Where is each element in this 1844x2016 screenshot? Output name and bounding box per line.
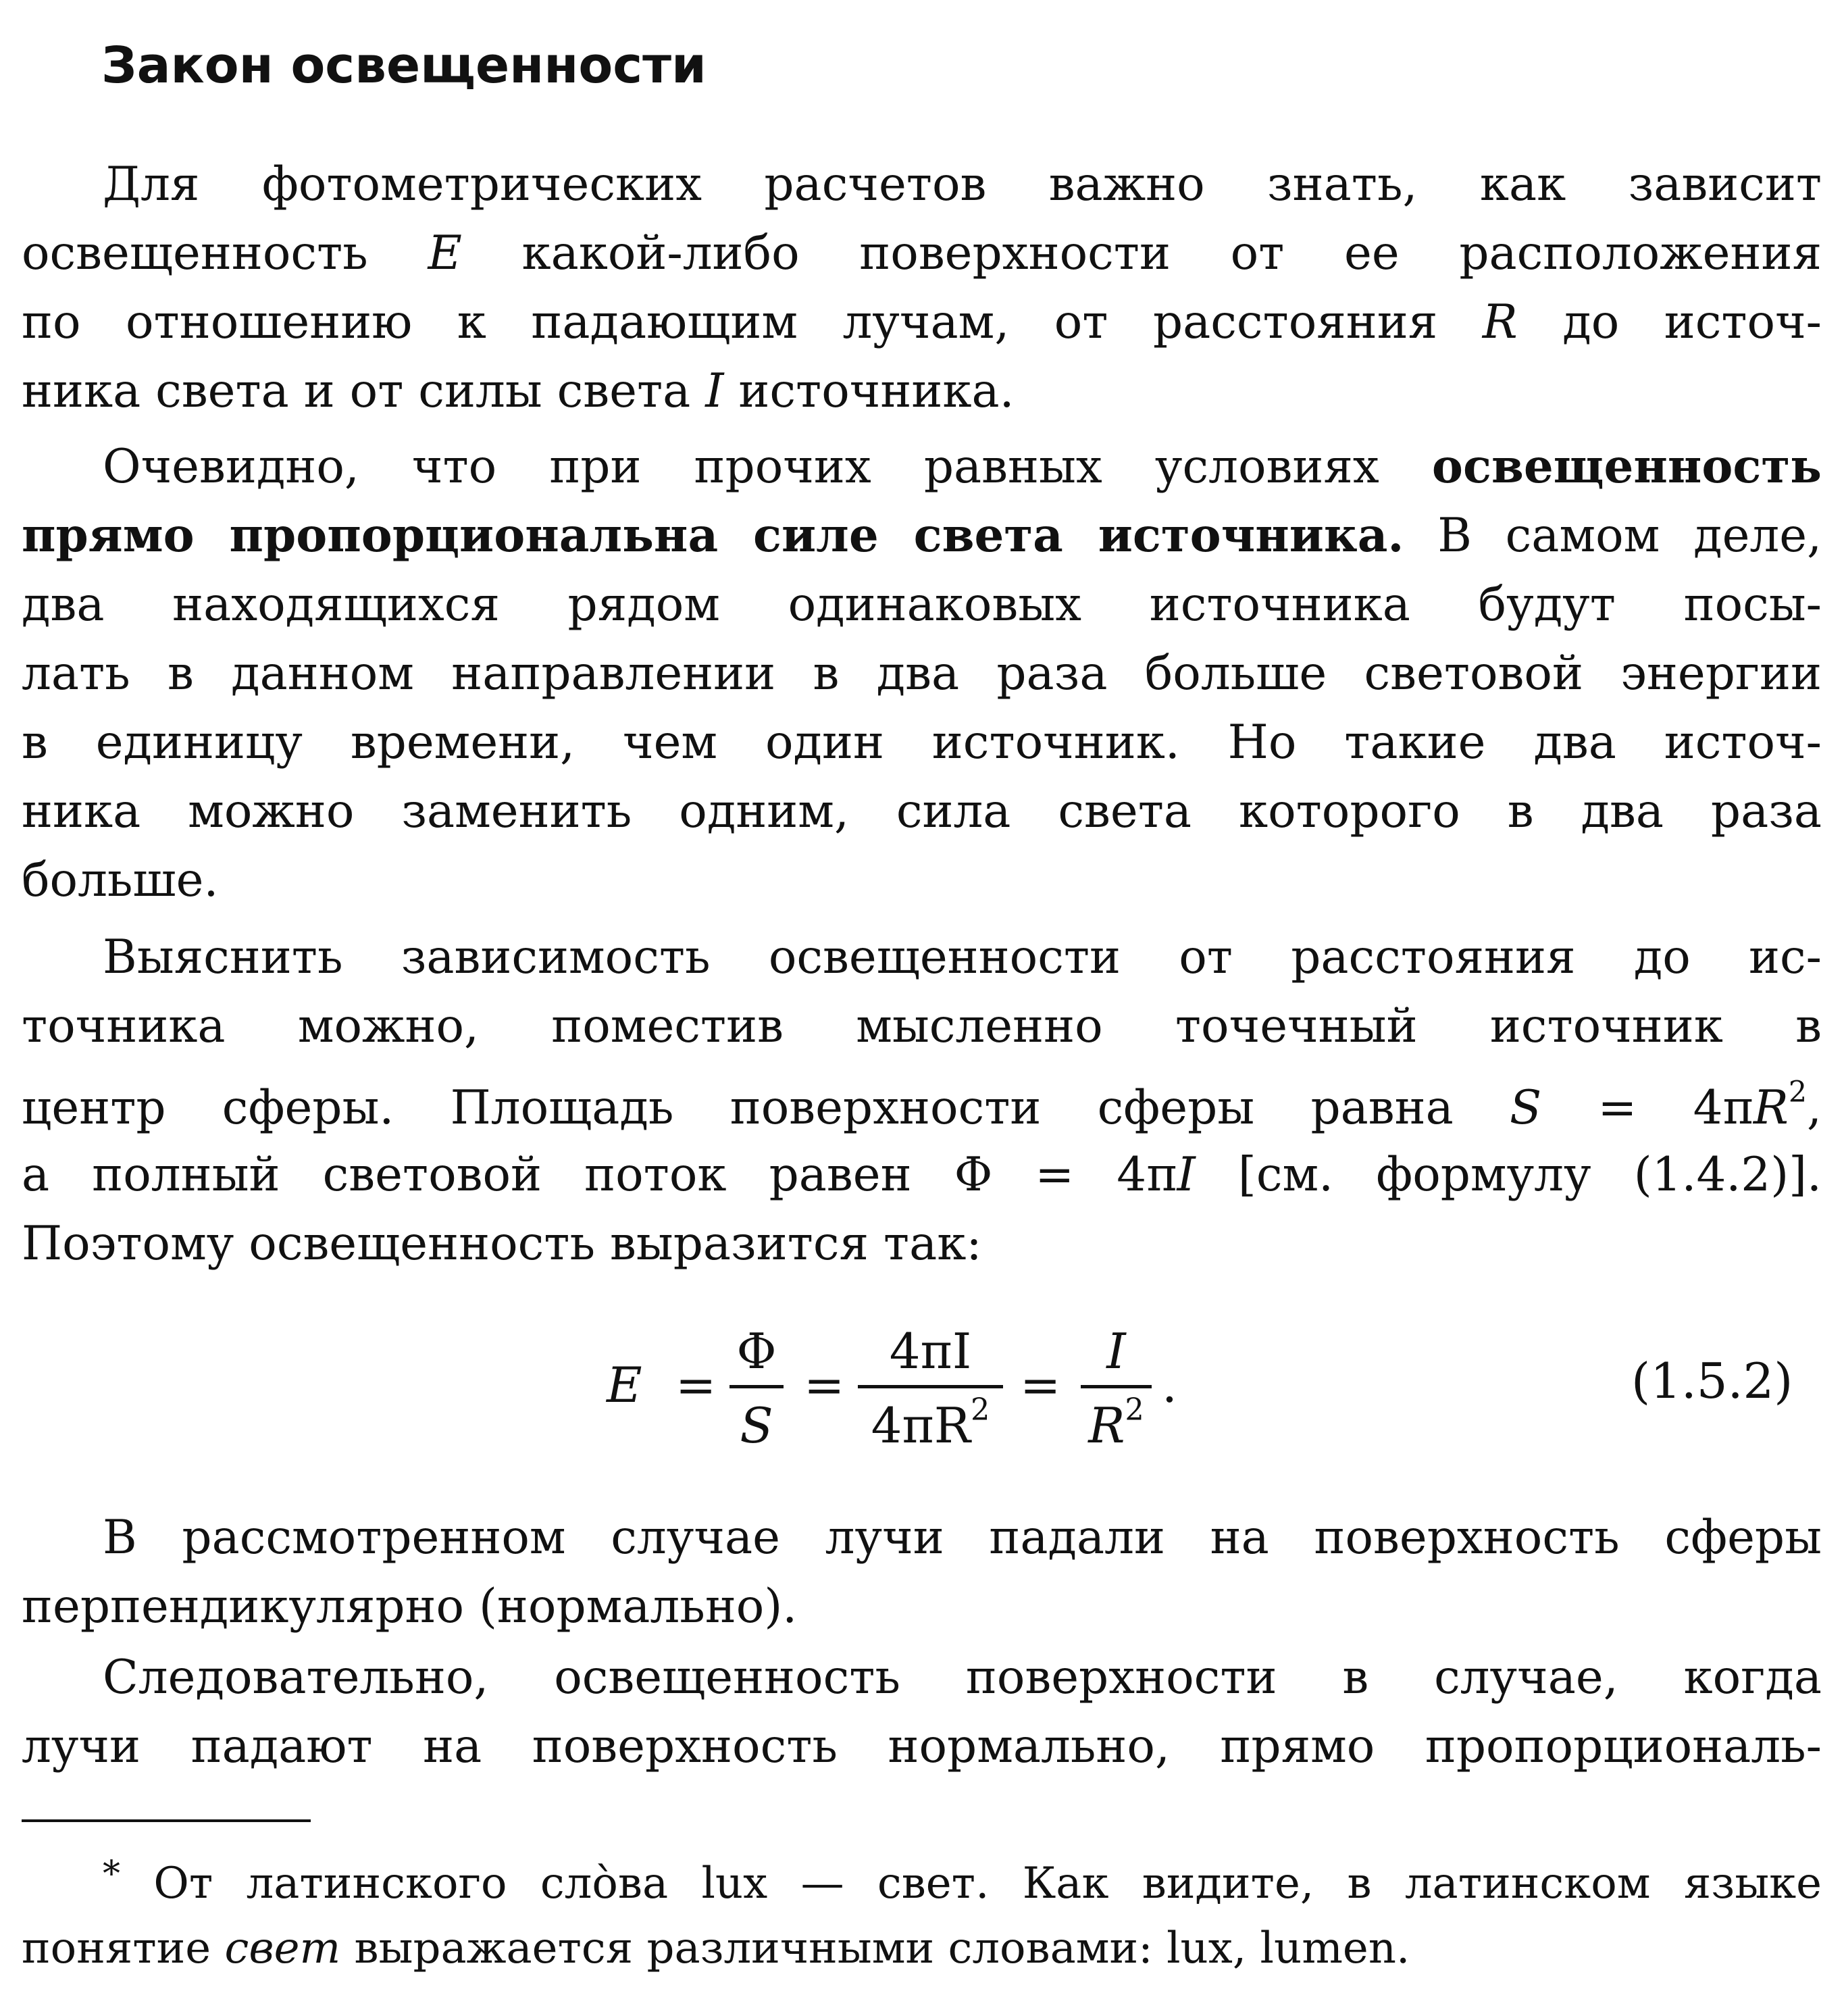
text-line: лучи падают на поверхность нормально, прямо пропорциональ- [22, 1719, 1822, 1773]
text-line: В рассмотренном случае лучи падали на поверхность сферы [103, 1511, 1822, 1565]
numerator: I [1106, 1323, 1126, 1380]
text-line: а полный световой поток равен Φ = 4πI [см. формулу (1.4.2)]. [22, 1148, 1822, 1202]
paragraph-5 [22, 1643, 1822, 1781]
bold-statement: прямо пропорциональна силе света источника. [22, 508, 1404, 563]
denominator: $4\pi R^2$ [871, 1392, 990, 1454]
formula-lhs: E [607, 1357, 642, 1413]
equation-number: (1.5.2) [1631, 1353, 1793, 1409]
exponent: 2 [1788, 1075, 1808, 1109]
bold-statement: освещенность [1431, 439, 1822, 494]
paragraph-2 [22, 432, 1822, 915]
paragraph-1 [22, 150, 1822, 426]
italic-word: свет [224, 1923, 341, 1973]
paragraph-3 [22, 923, 1822, 1278]
denominator: S [740, 1397, 773, 1454]
fraction-4pi-i-over-4pi-r2 [858, 1317, 1003, 1456]
text-line: Поэтому освещенность выразится так: [22, 1217, 982, 1271]
text-line: точника можно, поместив мысленно точечный источник в [22, 999, 1822, 1053]
text-line: центр сферы. Площадь поверхности сферы равна $S = 4\pi R^2$, [22, 1075, 1822, 1135]
section-heading: Закон освещенности [101, 36, 707, 95]
illuminance-formula [0, 1317, 1844, 1473]
formula-period: . [1162, 1357, 1177, 1413]
text-line: Для фотометрических расчетов важно знать, как зависит [103, 157, 1822, 211]
footnote-separator [22, 1819, 311, 1822]
text-line: ника можно заменить одним, сила света которого в два раза [22, 784, 1822, 838]
variable-e: E [428, 226, 462, 280]
numerator: Φ [736, 1323, 777, 1380]
numerator: 4πI [889, 1323, 972, 1380]
footnote-line: понятие свет выражается различными словами: lux, lumen. [22, 1923, 1410, 1973]
text-line: прямо пропорциональна силе света источника. В самом деле, [22, 508, 1822, 563]
equals-sign: = [1020, 1357, 1061, 1413]
text-line: освещенность E какой-либо поверхности от ее расположения [22, 226, 1822, 280]
footnote-line: * От латинского сло̀ва lux — свет. Как видите, в латинском языке [103, 1854, 1822, 1909]
variable-r: R [1753, 1081, 1789, 1135]
footnote-mark: * [103, 1854, 120, 1894]
footnote [22, 1851, 1822, 1981]
variable-i: I [705, 364, 724, 418]
denominator: $R^2$ [1088, 1392, 1144, 1454]
variable-s: S [1510, 1081, 1542, 1135]
text-line: больше. [22, 853, 219, 907]
paragraph-4 [22, 1503, 1822, 1641]
text-line: в единицу времени, чем один источник. Но такие два источ- [22, 715, 1822, 770]
text-line: Очевидно, что при прочих равных условиях освещенность [103, 439, 1822, 494]
fraction-flux-over-area [729, 1317, 784, 1456]
variable-i: I [1177, 1148, 1196, 1202]
text-line: ника света и от силы света I источника. [22, 364, 1015, 418]
equals-sign: = [675, 1357, 717, 1413]
text-line: по отношению к падающим лучам, от расстояния R до источ- [22, 295, 1822, 349]
fraction-i-over-r2 [1081, 1317, 1152, 1456]
variable-r: R [1482, 295, 1518, 349]
text-line: перпендикулярно (нормально). [22, 1580, 798, 1634]
text-line: Выяснить зависимость освещенности от расстояния до ис- [103, 930, 1822, 984]
text-line: Следовательно, освещенность поверхности в случае, когда [103, 1650, 1822, 1705]
text-line: лать в данном направлении в два раза больше световой энергии [22, 647, 1822, 701]
equals-sign: = [804, 1357, 845, 1413]
text-line: два находящихся рядом одинаковых источника будут посы- [22, 578, 1822, 632]
